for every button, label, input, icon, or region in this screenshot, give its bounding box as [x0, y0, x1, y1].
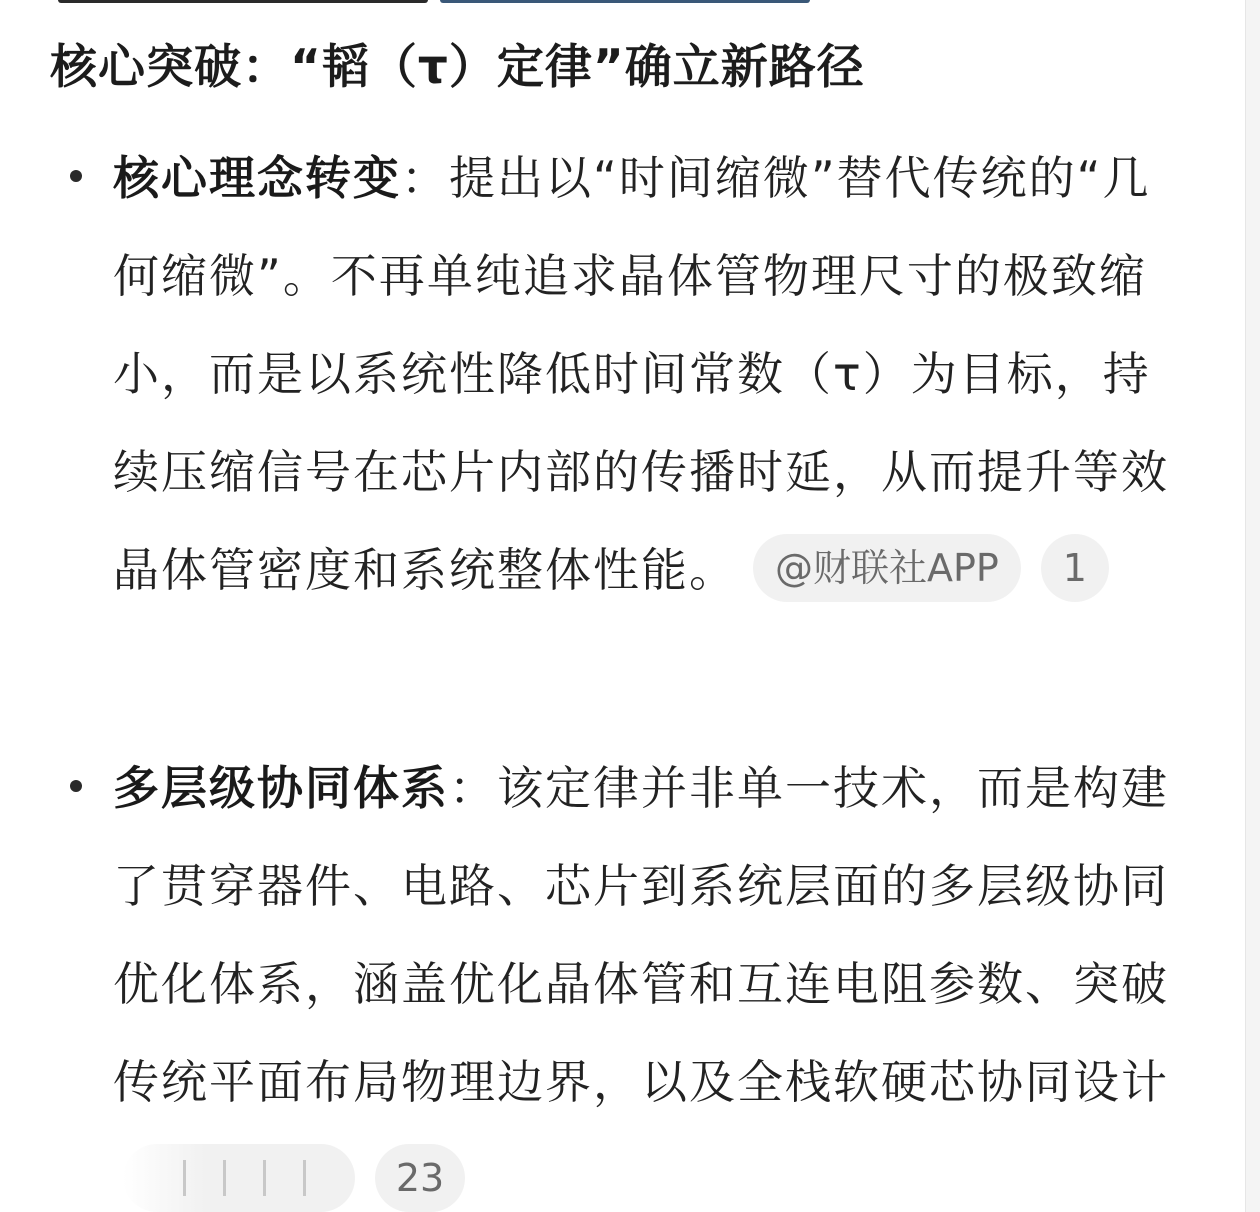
loading-source-chip[interactable] [123, 1144, 355, 1212]
list-item-body: 该定律并非单一技术，而是构建了贯穿器件、电路、芯片到系统层面的多层级协同优化体系，涵盖优化晶体管和互连电阻参数、突破传统平面布局物理边界，以及全栈软硬芯协同设计 [113, 761, 1169, 1109]
reference-count-badge[interactable]: 23 [375, 1144, 465, 1212]
image-edge-right [440, 0, 810, 3]
image-edge-left [58, 0, 428, 3]
reference-count-badge[interactable]: 1 [1041, 534, 1109, 602]
scrollbar-track[interactable] [1245, 0, 1260, 1212]
term-separator: ： [401, 151, 449, 205]
term-separator: ： [449, 761, 497, 815]
list-item-term: 核心理念转变 [113, 151, 401, 205]
list-item-text [113, 739, 1198, 1212]
bullet-dot-icon [70, 780, 82, 792]
loading-placeholder-mark [183, 1160, 186, 1196]
source-chip[interactable]: @财联社APP [753, 534, 1021, 602]
list-item-text [113, 129, 1198, 619]
list-item-body: 提出以“时间缩微”替代传统的“几何缩微”。不再单纯追求晶体管物理尺寸的极致缩小，而是以系统性降低时间常数（τ）为目标，持续压缩信号在芯片内部的传播时延，从而提升等效晶体管密度和系统整体性能。 [113, 151, 1169, 597]
loading-placeholder-mark [303, 1160, 306, 1196]
loading-placeholder-mark [223, 1160, 226, 1196]
previous-content-edge [0, 0, 1260, 6]
list-item-term: 多层级协同体系 [113, 761, 449, 815]
section-heading: 核心突破：“韬（τ）定律”确立新路径 [50, 40, 865, 95]
loading-placeholder-mark [263, 1160, 266, 1196]
bullet-dot-icon [70, 170, 82, 182]
